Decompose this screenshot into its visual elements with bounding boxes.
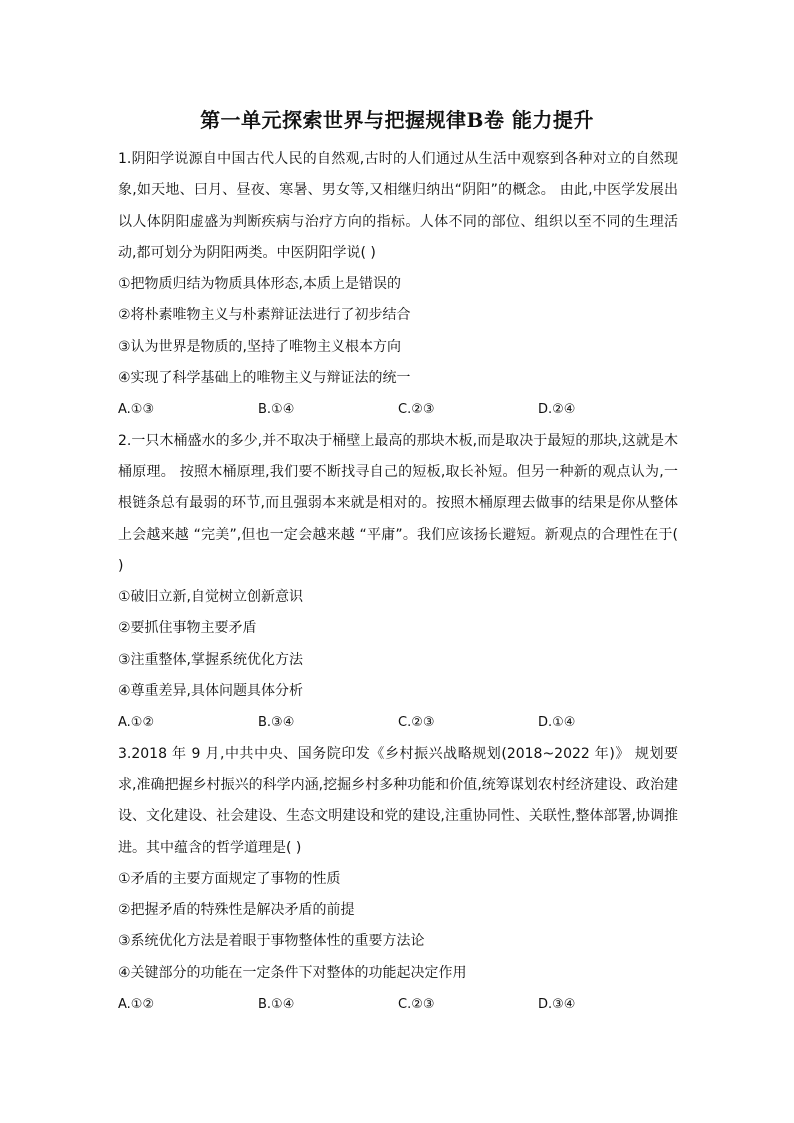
answer-choices [118, 394, 678, 425]
statement-option: ①破旧立新,自觉树立创新意识 [118, 589, 304, 606]
statement-option: ③系统优化方法是着眼于事物整体性的重要方法论 [118, 933, 425, 950]
answer-choice-a[interactable]: A.①② [118, 997, 155, 1013]
statement-option: ③认为世界是物质的,坚持了唯物主义根本方向 [118, 338, 401, 355]
question-stem [118, 739, 678, 864]
answer-choice-a[interactable]: A.①② [118, 715, 155, 731]
question-3 [118, 739, 678, 1021]
answer-choice-c[interactable]: C.②③ [398, 997, 435, 1013]
answer-choice-b[interactable]: B.①④ [258, 402, 295, 418]
answer-choice-d[interactable]: D.①④ [538, 715, 576, 731]
answer-choice-d[interactable]: D.③④ [538, 997, 576, 1013]
statement-option: ②将朴素唯物主义与朴素辩证法进行了初步结合 [118, 307, 411, 324]
statement-option: ④关键部分的功能在一定条件下对整体的功能起决定作用 [118, 964, 467, 981]
question-stem-text: 1.阴阳学说源自中国古代人民的自然观,古时的人们通过从生活中观察到各种对立的自然现象,如天地、曰月、昼夜、寒暑、男女等,又相继归纳出“阴阳”的概念。 由此,中医学发展出以人体阴阳虚盛为判断疾病与治疗方向的指标。人体不同的部位、组织以至不同的生理活动,都可划分为阴阳两类。中医阴阳学说( ) [118, 151, 678, 261]
question-list [118, 144, 678, 1020]
answer-choice-b[interactable]: B.①④ [258, 997, 295, 1013]
question-stem-text: 3.2018 年 9 月,中共中央、国务院印发《乡村振兴战略规划(2018~2022 年)》 规划要求,准确把握乡村振兴的科学内涵,挖掘乡村多种功能和价值,统筹谋划农村经济建设、政治建设、文化建设、社会建设、生态文明建设和党的建设,注重协同性、关联性,整体部署,协调推进。其中蕴含的哲学道理是( ) [118, 745, 678, 856]
question-1 [118, 144, 678, 426]
question-2 [118, 426, 678, 739]
statement-option: ①把物质归结为物质具体形态,本质上是错误的 [118, 276, 401, 293]
statement-option: ③注重整体,掌握系统优化方法 [118, 651, 304, 668]
statement-option: ④尊重差异,具体问题具体分析 [118, 683, 304, 700]
answer-choice-a[interactable]: A.①③ [118, 402, 155, 418]
answer-choice-b[interactable]: B.③④ [258, 715, 295, 731]
question-stem-text: 2.一只木桶盛水的多少,并不取决于桶壁上最高的那块木板,而是取决于最短的那块,这就是木桶原理。 按照木桶原理,我们要不断找寻自己的短板,取长补短。但另一种新的观点认为,一根链条总有最弱的环节,而且强弱本来就是相对的。按照木桶原理去做事的结果是你从整体上会越来越 “完美”,但也一定会越来越 “平庸”。我们应该扬长避短。新观点的合理性在于( ) [118, 432, 678, 574]
answer-choice-d[interactable]: D.②④ [538, 402, 576, 418]
statement-option: ①矛盾的主要方面规定了事物的性质 [118, 870, 341, 887]
statement-option: ②把握矛盾的特殊性是解决矛盾的前提 [118, 902, 355, 919]
answer-choice-c[interactable]: C.②③ [398, 715, 435, 731]
answer-choice-c[interactable]: C.②③ [398, 402, 435, 418]
statement-option: ②要抓住事物主要矛盾 [118, 620, 257, 637]
question-stem [118, 426, 678, 582]
question-stem [118, 144, 678, 269]
answer-choices [118, 707, 678, 738]
statement-option: ④实现了科学基础上的唯物主义与辩证法的统一 [118, 370, 411, 387]
page-title: 第一单元探索世界与把握规律B卷 能力提升 [200, 108, 594, 132]
answer-choices [118, 989, 678, 1020]
